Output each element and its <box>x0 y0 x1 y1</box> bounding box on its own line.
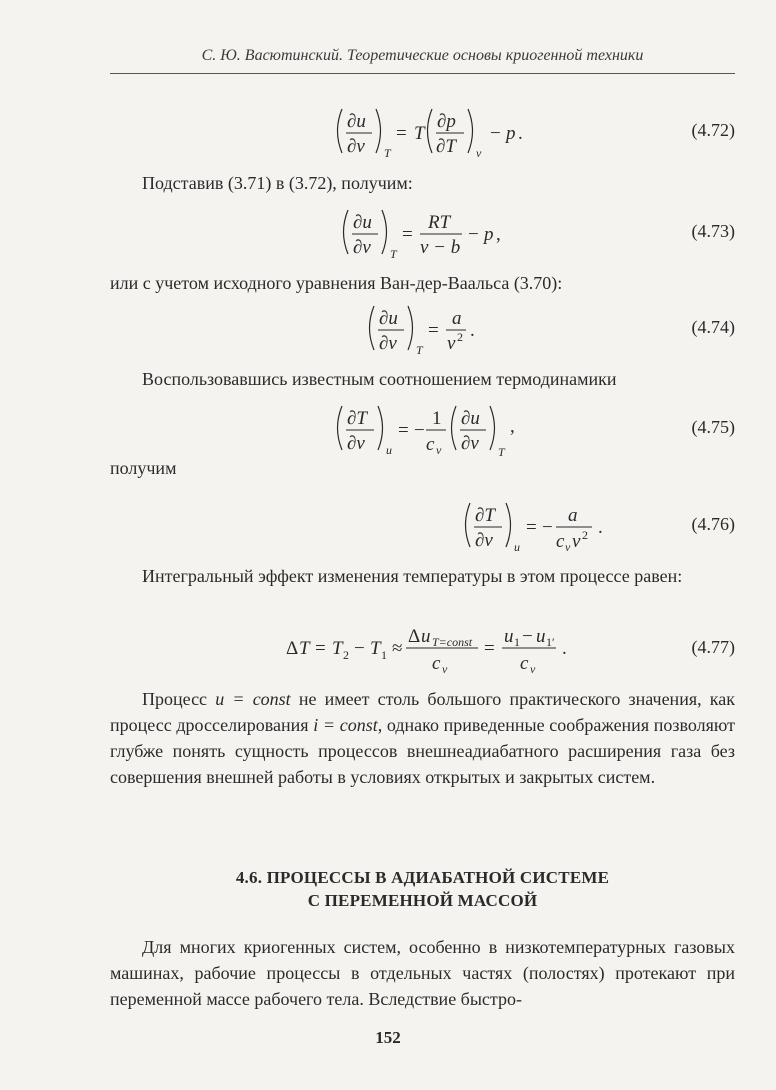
svg-text:c: c <box>520 653 529 674</box>
svg-text:∂u: ∂u <box>347 111 366 132</box>
svg-text:−: − <box>468 224 479 245</box>
svg-text:=: = <box>315 638 326 659</box>
paragraph-variable-mass: Для многих криогенных систем, особенно в низкотемпературных газовых машинах, рабочие процессы в отдельных частях (полостях) протекают при переменной массе рабочего тела. Вследствие быстро- <box>110 937 735 1009</box>
equation-number: (4.73) <box>691 221 735 241</box>
svg-text:∂T: ∂T <box>347 408 367 429</box>
svg-text:u: u <box>514 540 520 554</box>
svg-text:=: = <box>484 638 495 659</box>
running-header: С. Ю. Васютинский. Теоретические основы криогенной техники <box>201 47 644 64</box>
text-run: Процесс <box>142 689 216 709</box>
svg-text:1: 1 <box>381 648 387 662</box>
svg-text:v: v <box>572 531 581 552</box>
svg-text:a: a <box>568 505 578 526</box>
equation-number: (4.75) <box>691 417 735 437</box>
svg-text:1: 1 <box>514 635 520 649</box>
paragraph-integral-effect: Интегральный эффект изменения температуры в этом процессе равен: <box>142 566 683 586</box>
svg-text:∂v: ∂v <box>347 136 365 157</box>
page-number: 152 <box>375 1028 401 1047</box>
paragraph-obtain: получим <box>110 458 177 478</box>
svg-text:−: − <box>542 517 553 538</box>
svg-text:Δ: Δ <box>286 638 299 659</box>
svg-text:∂v: ∂v <box>461 433 479 454</box>
section-heading-line-1: 4.6. ПРОЦЕССЫ В АДИАБАТНОЙ СИСТЕМЕ <box>235 868 610 887</box>
svg-text:.: . <box>598 517 603 538</box>
svg-text:≈: ≈ <box>392 638 403 659</box>
svg-text:∂u: ∂u <box>461 408 480 429</box>
svg-text:−: − <box>490 123 501 144</box>
inline-math-i-const: i = const <box>313 715 378 735</box>
svg-text:,: , <box>496 224 501 245</box>
svg-text:=: = <box>526 517 537 538</box>
svg-text:u: u <box>504 626 514 647</box>
equation-number: (4.74) <box>691 317 735 337</box>
equation-4-74 <box>110 300 735 360</box>
svg-text:T: T <box>498 445 505 459</box>
svg-text:T: T <box>370 638 381 659</box>
svg-text:a: a <box>452 308 462 329</box>
svg-text:v: v <box>442 662 448 676</box>
equation-4-75 <box>110 400 735 460</box>
paragraph-thermodynamic-relation: Воспользовавшись известным соотношением термодинамики <box>142 369 617 389</box>
svg-text:p: p <box>484 224 494 245</box>
svg-text:Δ: Δ <box>408 626 421 647</box>
svg-text:∂T: ∂T <box>475 505 495 526</box>
svg-text:∂v: ∂v <box>475 530 493 551</box>
svg-text:T: T <box>414 123 425 144</box>
svg-text:T: T <box>416 343 423 357</box>
svg-text:∂T: ∂T <box>436 136 456 157</box>
svg-text:T: T <box>384 146 391 160</box>
svg-text:=: = <box>428 320 439 341</box>
svg-text:.: . <box>470 320 475 341</box>
svg-text:∂p: ∂p <box>437 111 456 132</box>
equation-4-76 <box>110 497 735 557</box>
svg-text:p: p <box>506 123 516 144</box>
equation-4-73 <box>110 204 735 264</box>
equation-4-74-formula <box>110 300 630 360</box>
svg-text:c: c <box>426 434 435 455</box>
svg-text:.: . <box>562 638 567 659</box>
equation-4-72-formula <box>110 103 630 163</box>
svg-text:T=const: T=const <box>432 635 473 649</box>
inline-math-u-const: u = const <box>215 689 291 709</box>
svg-text:u: u <box>421 626 431 647</box>
equation-4-77 <box>110 620 735 680</box>
equation-4-76-formula <box>110 497 630 561</box>
paragraph-process-discussion <box>110 686 735 790</box>
svg-text:∂u: ∂u <box>379 308 398 329</box>
svg-text:2: 2 <box>343 648 349 662</box>
svg-text:∂v: ∂v <box>379 333 397 354</box>
svg-text:v: v <box>447 333 456 354</box>
svg-text:v − b: v − b <box>420 237 461 258</box>
section-heading <box>110 866 735 912</box>
paragraph-substitution: Подставив (3.71) в (3.72), получим: <box>142 173 413 193</box>
svg-text:=: = <box>396 123 407 144</box>
svg-text:1: 1 <box>432 408 442 429</box>
svg-text:2: 2 <box>457 330 463 344</box>
svg-text:∂v: ∂v <box>347 433 365 454</box>
svg-text:=: = <box>402 224 413 245</box>
svg-text:v: v <box>530 662 536 676</box>
svg-text:T: T <box>390 247 397 261</box>
svg-text:2: 2 <box>582 528 588 542</box>
svg-text:u: u <box>536 626 546 647</box>
svg-text:.: . <box>518 123 523 144</box>
equation-4-73-formula <box>110 204 630 264</box>
header-rule <box>110 73 735 74</box>
text-run: не имеет столь большого практического значения, как процесс дросселирования <box>110 689 735 735</box>
equation-number: (4.72) <box>691 120 735 140</box>
svg-text:u: u <box>386 443 392 457</box>
equation-number: (4.77) <box>691 637 735 657</box>
section-heading-line-2: С ПЕРЕМЕННОЙ МАССОЙ <box>307 891 538 910</box>
equation-4-77-formula <box>110 620 630 680</box>
svg-text:∂v: ∂v <box>353 237 371 258</box>
svg-text:−: − <box>522 626 533 647</box>
svg-text:v: v <box>476 146 482 160</box>
svg-text:c: c <box>432 653 441 674</box>
svg-text:v: v <box>565 540 571 554</box>
svg-text:,: , <box>510 416 515 437</box>
equation-number: (4.76) <box>691 514 735 534</box>
svg-text:v: v <box>436 443 442 457</box>
svg-text:1′: 1′ <box>546 635 555 649</box>
svg-text:=: = <box>398 420 409 441</box>
svg-text:T: T <box>299 638 310 659</box>
svg-text:∂u: ∂u <box>353 212 372 233</box>
svg-text:−: − <box>414 420 425 441</box>
svg-text:c: c <box>556 531 565 552</box>
svg-text:T: T <box>332 638 343 659</box>
svg-text:RT: RT <box>428 212 451 233</box>
svg-text:−: − <box>354 638 365 659</box>
text-run: , однако приведенные соображения позволяют глубже понять сущность процессов внешнеадиабатного расширения газа без совершения внешней работы в условиях открытых и закрытых систем. <box>110 715 735 787</box>
paragraph-van-der-waals: или с учетом исходного уравнения Ван-дер-Ваальса (3.70): <box>110 273 563 293</box>
equation-4-72 <box>110 103 735 163</box>
